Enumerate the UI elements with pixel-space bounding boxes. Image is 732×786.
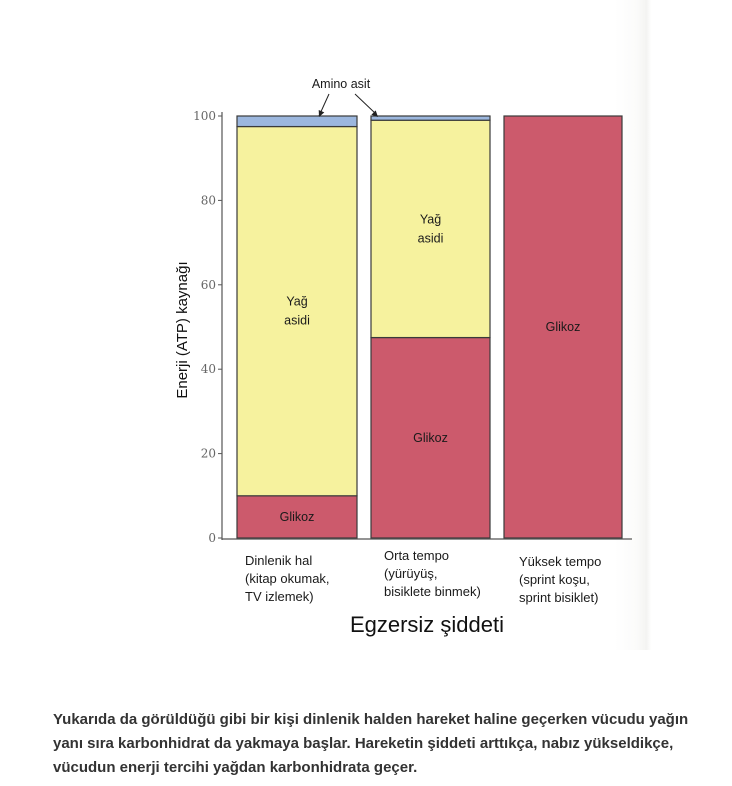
- bar-yag-asidi-0: [237, 127, 357, 496]
- category-label: Orta tempo: [384, 548, 450, 563]
- bar-yag-asidi-1: [371, 120, 490, 337]
- annotation-arrow: [355, 94, 376, 114]
- segment-label: Yağ: [419, 212, 442, 227]
- segment-label: Glikoz: [279, 509, 315, 524]
- category-label: Dinlenik hal: [245, 553, 313, 568]
- y-tick-label: 100: [193, 109, 216, 123]
- y-tick-label: 60: [200, 277, 216, 292]
- segment-label: Glikoz: [545, 320, 581, 334]
- y-tick-label: 80: [200, 193, 216, 208]
- y-tick-label: 0: [208, 531, 216, 545]
- segment-label: Yağ: [286, 294, 308, 309]
- bar-amino-asit-1: [371, 116, 490, 120]
- category-label: (kitap okumak,: [245, 571, 330, 586]
- category-label: Yüksek tempo: [519, 554, 602, 569]
- y-tick-label: 20: [200, 446, 216, 461]
- category-label: TV izlemek): [245, 589, 314, 604]
- category-label: bisiklete binmek): [384, 584, 481, 599]
- y-axis-label: Enerji (ATP) kaynağı: [174, 261, 191, 399]
- x-axis-label: Egzersiz şiddeti: [349, 612, 505, 637]
- category-label: (sprint koşu,: [519, 572, 590, 587]
- segment-label: Glikoz: [413, 430, 448, 445]
- category-label: sprint bisiklet): [519, 590, 599, 605]
- category-label: (yürüyüş,: [384, 566, 438, 581]
- y-tick-label: 40: [200, 362, 216, 377]
- segment-label: asidi: [284, 313, 310, 328]
- annotation-amino-asit: Amino asit: [311, 77, 371, 91]
- caption-text: Yukarıda da görüldüğü gibi bir kişi dinlenik halden hareket haline geçerken vücudu yağın yanı sıra karbonhidrat da yakmaya başlar. Hareketin şiddeti arttıkça, nabız yükseldikçe, vücudun enerji tercihi yağdan karbonhidrata geçer.: [53, 711, 689, 776]
- segment-label: asidi: [417, 231, 444, 246]
- bar-amino-asit-0: [237, 116, 357, 127]
